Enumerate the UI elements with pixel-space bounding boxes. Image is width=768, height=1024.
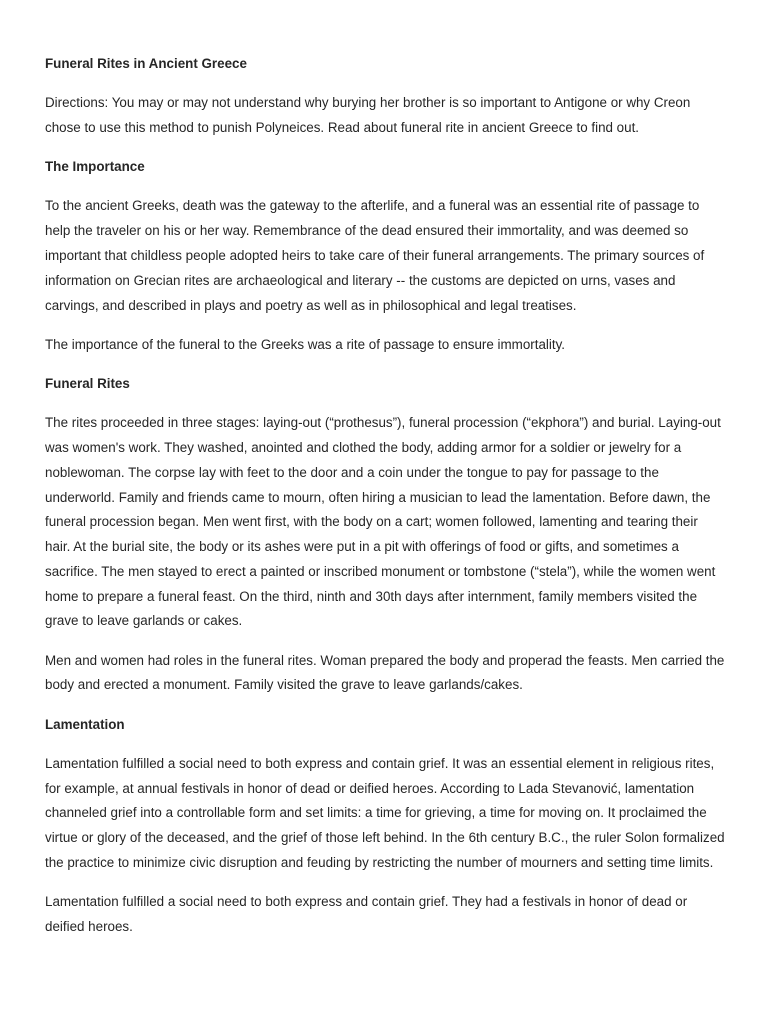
directions-paragraph: Directions: You may or may not understand why burying her brother is so important to Antigone or why Creon chose to use this method to punish Polyneices. Read about funeral rite in ancient Greece to find out.: [45, 95, 691, 135]
lamentation-paragraph-2: Lamentation fulfilled a social need to both express and contain grief. They had a festivals in honor of dead or deified heroes.: [45, 894, 688, 935]
section-heading-funeral-rites: Funeral Rites: [45, 375, 130, 391]
funeral-rites-paragraph-2: Men and women had roles in the funeral rites. Woman prepared the body and properad the feasts. Men carried the body and erected a monument. Family visited the grave to leave garlands/cakes.: [45, 652, 725, 693]
funeral-rites-paragraph-1: The rites proceeded in three stages: laying-out (“prothesus”), funeral procession (“ekphora”) and burial. Laying-out was women's work. They washed, anointed and clothed the body, adding armor for a soldier or jewelry for a noblewoman. The corpse lay with feet to the door and a coin under the tongue to pay for passage to the underworld. Family and friends came to mourn, often hiring a musician to lead the lamentation. Before dawn, the funeral procession began. Men went first, with the body on a cart; women followed, lamenting and tearing their hair. At the burial site, the body or its ashes were put in a pit with offerings of food or gifts, and sometimes a sacrifice. The men stayed to erect a painted or inscribed monument or tombstone (“stela”), while the women went home to prepare a funeral feast. On the third, ninth and 30th days after internment, family members visited the grave to leave garlands or cakes.: [45, 415, 721, 629]
importance-paragraph-2: The importance of the funeral to the Greeks was a rite of passage to ensure immortality.: [45, 336, 566, 352]
section-heading-lamentation: Lamentation: [45, 716, 125, 732]
document-title: Funeral Rites in Ancient Greece: [45, 56, 247, 71]
section-heading-importance: The Importance: [45, 159, 145, 175]
document-page: [45, 52, 725, 954]
lamentation-paragraph-1: Lamentation fulfilled a social need to both express and contain grief. It was an essential element in religious rites, for example, at annual festivals in honor of dead or deified heroes. According to Lada Stevanović, lamentation channeled grief into a controllable form and set limits: a time for grieving, a time for moving on. It proclaimed the virtue or glory of the deceased, and the grief of those left behind. In the 6th century B.C., the ruler Solon formalized the practice to minimize civic disruption and feuding by restricting the number of mourners and setting time limits.: [45, 755, 725, 871]
importance-paragraph-1: To the ancient Greeks, death was the gateway to the afterlife, and a funeral was an essential rite of passage to help the traveler on his or her way. Remembrance of the dead ensured their immortality, and was deemed so important that childless people adopted heirs to take care of their funeral arrangements. The primary sources of information on Grecian rites are archaeological and literary -- the customs are depicted on urns, vases and carvings, and described in plays and poetry as well as in philosophical and legal treatises.: [45, 198, 705, 313]
